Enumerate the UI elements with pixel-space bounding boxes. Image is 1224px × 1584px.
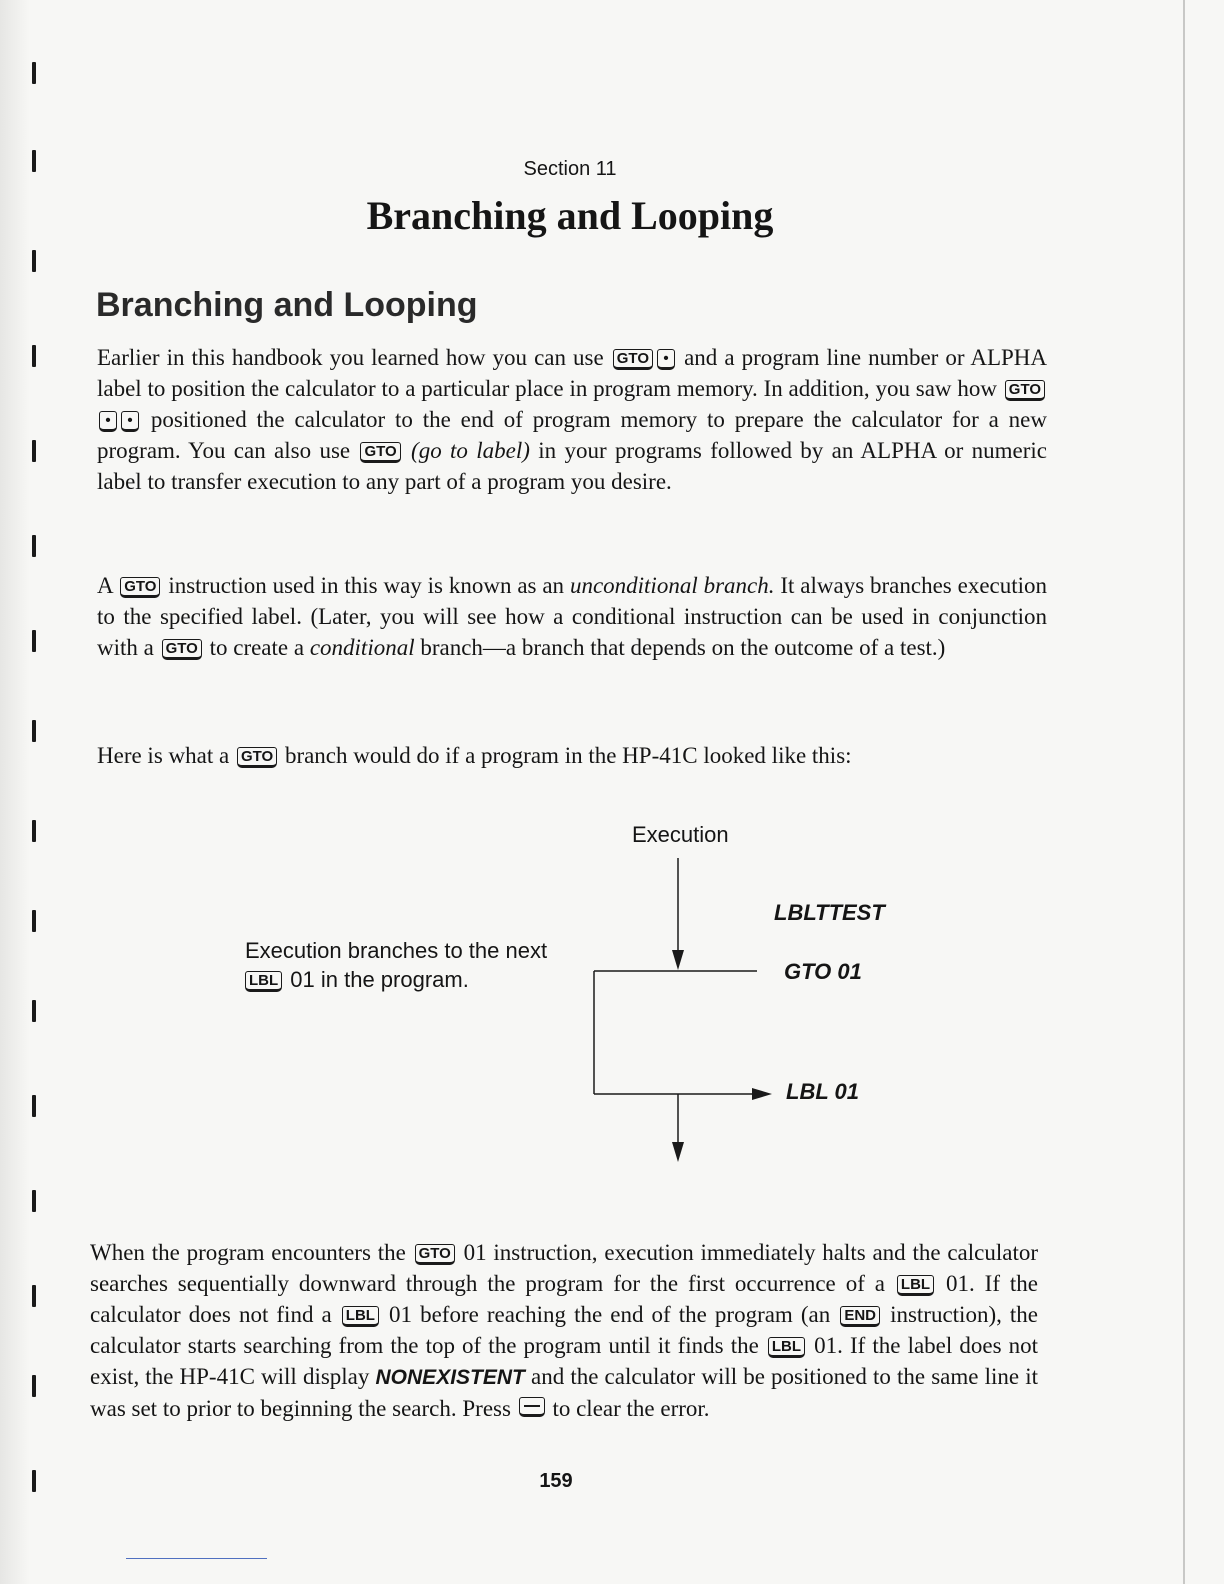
diagram-caption-line2 xyxy=(243,967,469,993)
section-heading: Branching and Looping xyxy=(96,286,478,324)
gto-key: GTO xyxy=(162,639,202,660)
paragraph-search-behavior xyxy=(90,1237,1038,1424)
binding-hole xyxy=(32,1375,36,1397)
decimal-point-key: • xyxy=(121,411,139,432)
arrow-down-icon xyxy=(672,1142,684,1162)
text-run: and the calculator will be positioned to the same line it was set to prior to beginning the search. Press xyxy=(90,1364,1038,1421)
text-run: It always branches execution to the specified label. (Later, you will see how a conditional instruction can be used in conjunction with a xyxy=(97,573,1048,660)
gto-key: GTO xyxy=(1005,380,1045,401)
binding-hole xyxy=(32,1000,36,1022)
text-run: instruction), the calculator starts searching from the top of the program until it finds the xyxy=(90,1302,1039,1358)
arrow-right-icon xyxy=(752,1088,772,1100)
lbl-key: LBL xyxy=(342,1306,379,1327)
backspace-key-icon xyxy=(519,1397,545,1417)
footer-rule xyxy=(126,1558,267,1559)
italic-term: (go to label) xyxy=(411,438,530,463)
decimal-point-key: • xyxy=(99,411,117,432)
text-run: branch would do if a program in the HP-41C looked like this: xyxy=(284,743,852,768)
binding-hole xyxy=(32,345,36,367)
paragraph-unconditional-branch xyxy=(97,570,1047,663)
arrow-down-icon xyxy=(672,950,684,970)
text-run: and a program line number or ALPHA label to position the calculator to a particular place in program memory. In addition, you saw how xyxy=(97,345,1048,401)
binding-hole xyxy=(32,1095,36,1117)
text-run: Here is what a xyxy=(97,743,230,768)
diagram-caption-line1: Execution branches to the next xyxy=(245,938,548,963)
text-run: 01. If the calculator does not find a xyxy=(90,1271,1039,1327)
binding-hole xyxy=(32,62,36,84)
binding-hole xyxy=(32,250,36,272)
text-run: 01 in the program. xyxy=(290,967,469,992)
text-run: to clear the error. xyxy=(552,1396,710,1421)
gto-key: GTO xyxy=(613,349,653,370)
gto-key: GTO xyxy=(415,1244,455,1265)
lbl-key: LBL xyxy=(897,1275,934,1296)
text-run: Earlier in this handbook you learned how you can use xyxy=(97,345,604,370)
text-run: instruction used in this way is known as an xyxy=(168,573,565,598)
gto-key: GTO xyxy=(360,442,400,463)
text-run: 01 instruction, execution immediately halts and the calculator searches sequentially downward through the program for the first occurrence of a xyxy=(90,1240,1039,1296)
binding-hole xyxy=(32,1190,36,1212)
paragraph-gto-example xyxy=(97,740,1047,771)
text-run: branch—a branch that depends on the outcome of a test.) xyxy=(420,635,946,660)
gto-key: GTO xyxy=(237,747,277,768)
text-run: A xyxy=(97,573,113,598)
program-line-label-test: LBLTTEST xyxy=(774,900,885,925)
gto-key: GTO xyxy=(120,577,160,598)
lbl-key: LBL xyxy=(768,1337,805,1358)
text-run: 01 before reaching the end of the program (an xyxy=(389,1302,831,1327)
paragraph-intro xyxy=(97,342,1047,497)
italic-term: conditional xyxy=(309,635,415,660)
binding-hole xyxy=(32,630,36,652)
page-border-line xyxy=(1183,0,1185,1584)
end-key: END xyxy=(840,1306,880,1327)
lbl-key: LBL xyxy=(245,971,282,992)
binding-hole xyxy=(32,535,36,557)
binding-hole xyxy=(32,720,36,742)
text-run: to create a xyxy=(209,635,305,660)
text-run: When the program encounters the xyxy=(90,1240,406,1265)
decimal-point-key: • xyxy=(657,349,675,370)
text-run: in your programs followed by an ALPHA or numeric label to transfer execution to any part of a program you desire. xyxy=(97,438,1048,494)
text-run: 01. If the label does not exist, the HP-41C will display xyxy=(90,1333,1039,1389)
binding-hole xyxy=(32,820,36,842)
section-label: Section 11 xyxy=(523,158,617,180)
page-number: 159 xyxy=(539,1470,573,1492)
execution-label: Execution xyxy=(632,822,729,847)
text-run: positioned the calculator to the end of program memory to prepare the calculator for a new program. You can also use xyxy=(97,407,1047,463)
binding-hole xyxy=(32,910,36,932)
italic-term: unconditional branch. xyxy=(569,573,775,598)
chapter-title: Branching and Looping xyxy=(366,193,774,238)
display-message: NONEXISTENT xyxy=(375,1366,525,1389)
program-line-gto: GTO 01 xyxy=(784,959,862,984)
binding-hole xyxy=(32,1285,36,1307)
binding-hole xyxy=(32,440,36,462)
program-line-label-01: LBL 01 xyxy=(786,1079,859,1104)
